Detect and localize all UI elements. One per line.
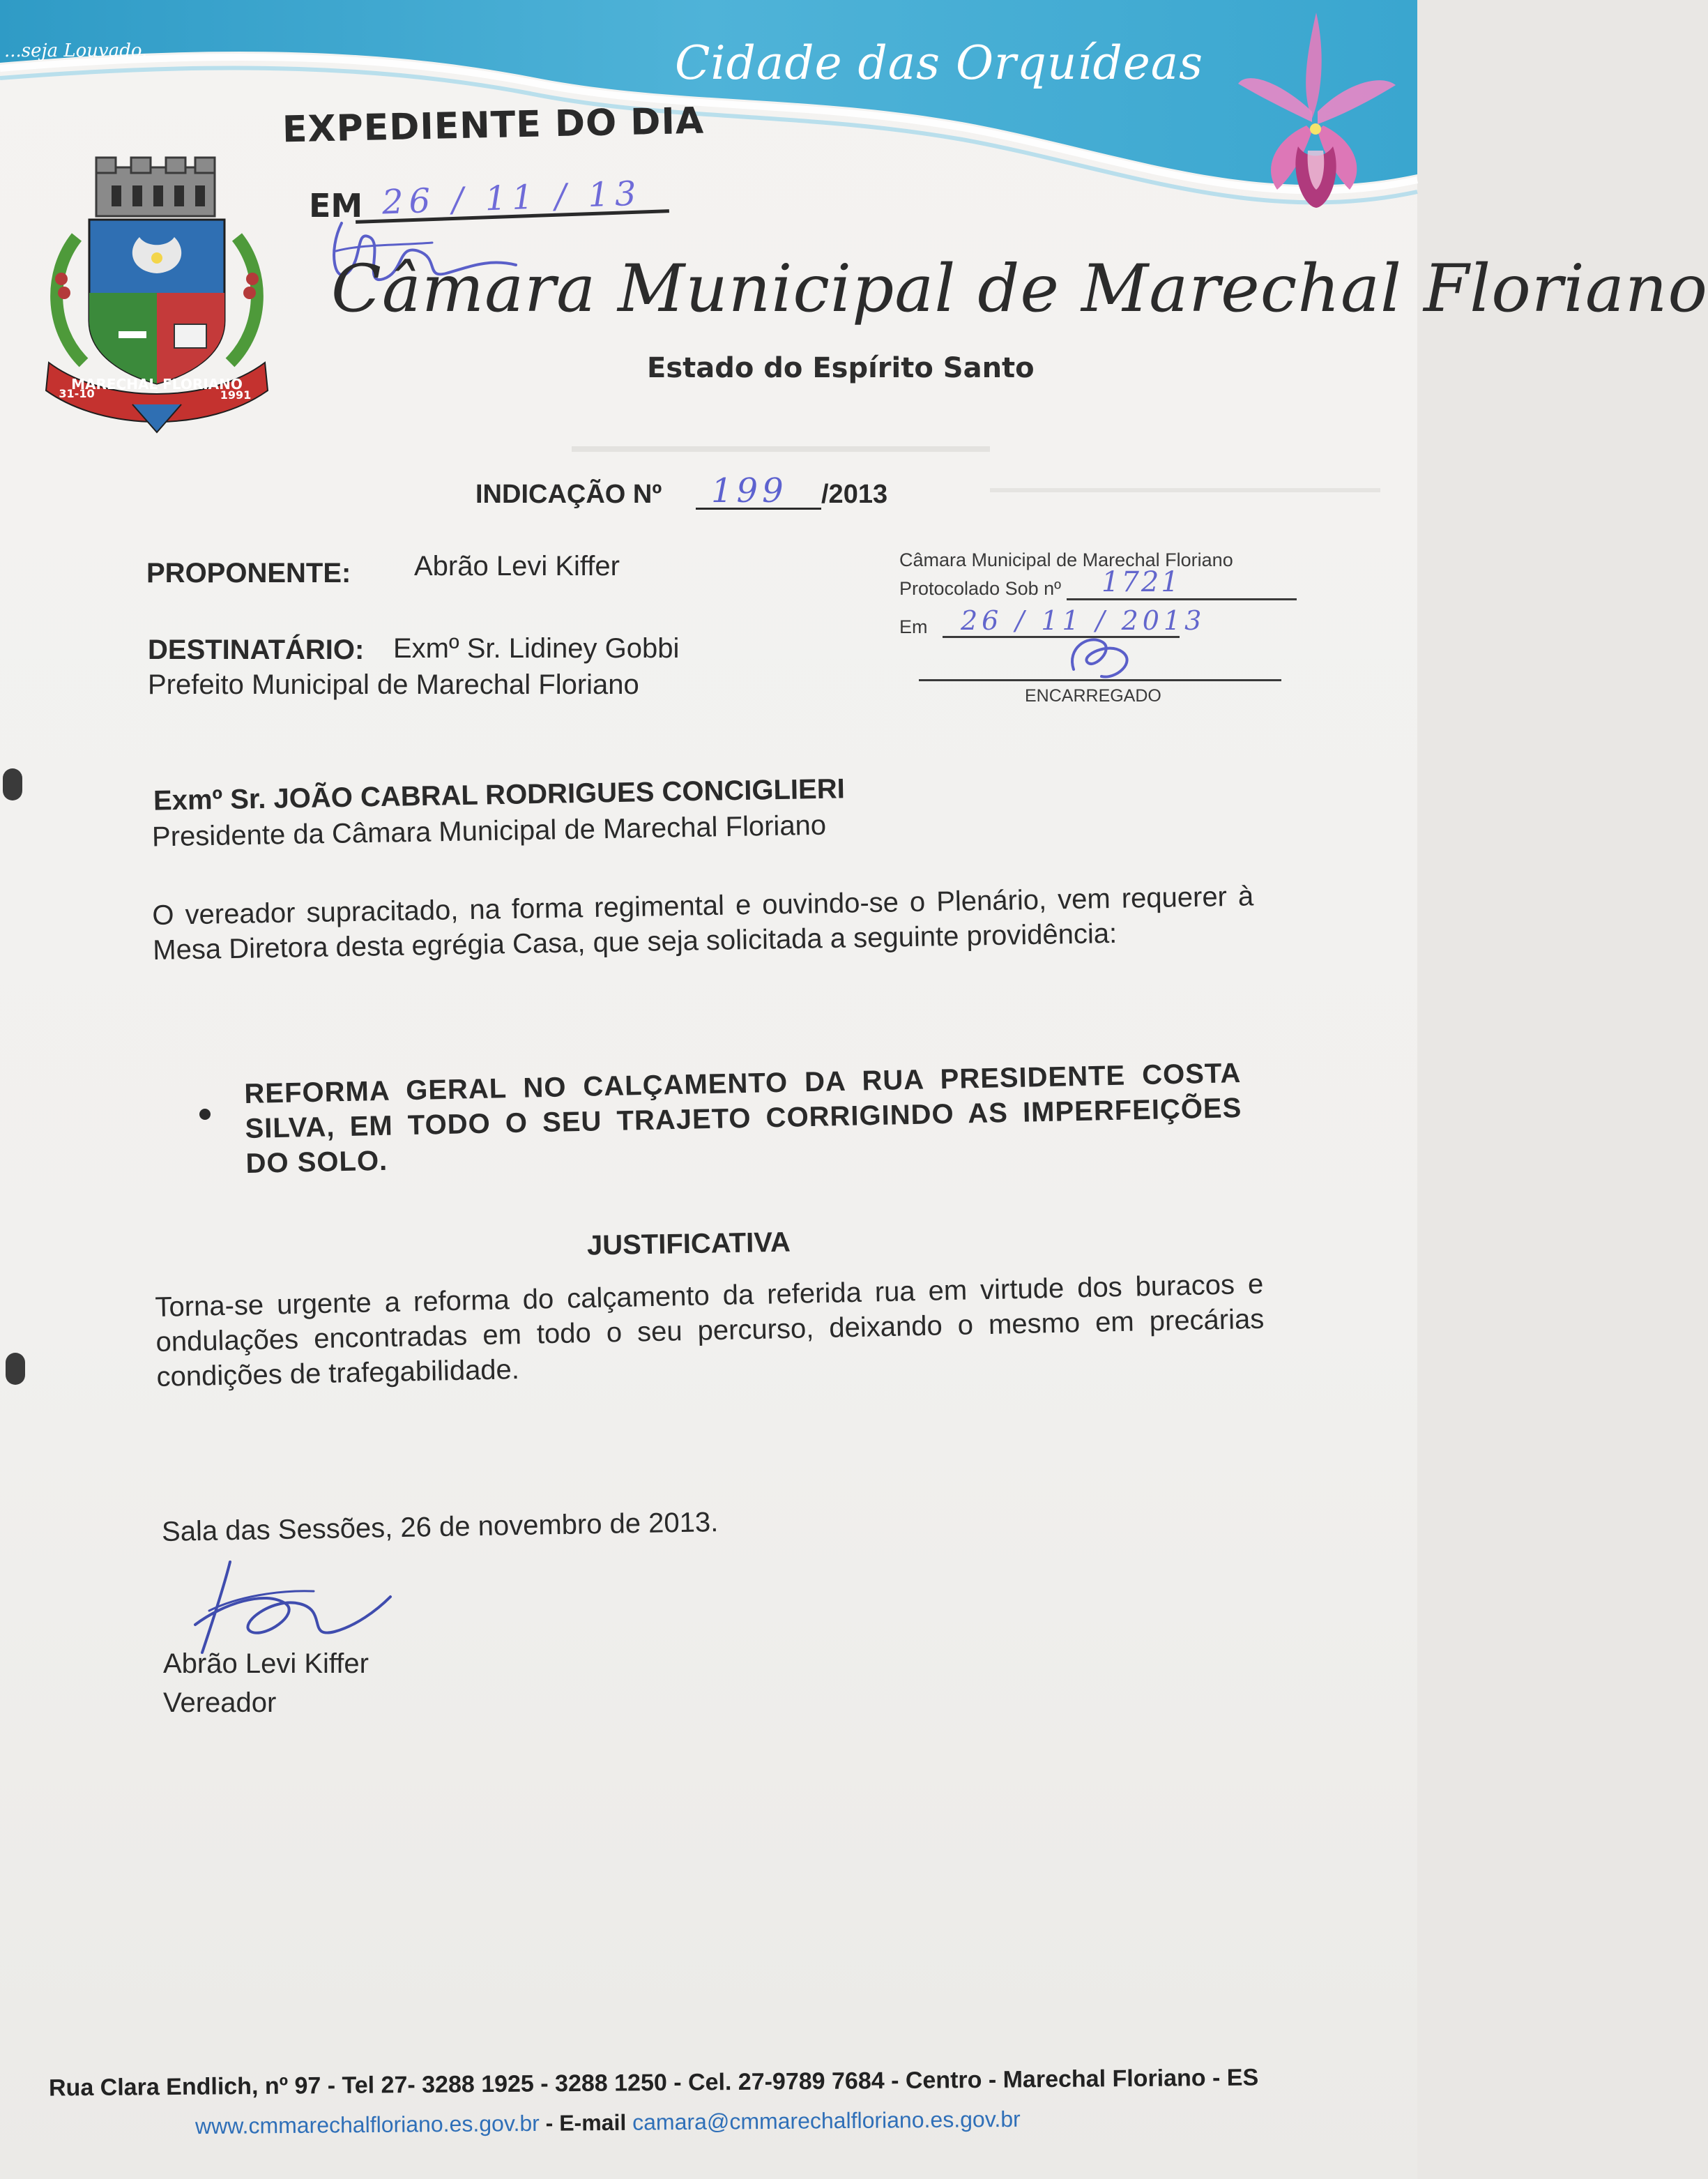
encarregado-label: ENCARREGADO [1025, 686, 1161, 706]
destinatario-label: DESTINATÁRIO: [148, 635, 365, 665]
justificativa-heading: JUSTIFICATIVA [586, 1227, 791, 1261]
institution-title: Câmara Municipal de Marechal Floriano [331, 251, 1708, 327]
destinatario-role: Prefeito Municipal de Marechal Floriano [148, 669, 639, 700]
crest-date-left: 31-10 [59, 387, 95, 400]
crest-ribbon-text: MARECHAL FLORIANO [71, 376, 243, 393]
proponente-value: Abrão Levi Kiffer [414, 551, 620, 582]
indicacao-year: /2013 [821, 480, 888, 509]
email-label: - E-mail [545, 2109, 627, 2136]
state-subtitle: Estado do Espírito Santo [647, 352, 1035, 384]
protocol-number-rule [1067, 598, 1297, 600]
signatory-role: Vereador [163, 1687, 277, 1718]
show-through-mark [572, 446, 990, 452]
show-through-mark [990, 488, 1380, 492]
footer-address: Rua Clara Endlich, nº 97 - Tel 27- 3288 1925 - 3288 1250 - Cel. 27-9789 7684 - Centro - Marechal Floriano - ES [48, 2064, 1259, 2102]
encarregado-rule [919, 679, 1281, 681]
recipient-role: Presidente da Câmara Municipal de Marechal Floriano [151, 810, 827, 853]
footer-contact [195, 2106, 1021, 2139]
requested-action: REFORMA GERAL NO CALÇAMENTO DA RUA PRESIDENTE COSTA SILVA, EM TODO O SEU TRAJETO CORRIGINDO AS IMPERFEIÇÕES DO SOLO. [244, 1058, 1242, 1179]
orchid-icon [1234, 7, 1401, 209]
expediente-em-label: EM [309, 187, 363, 225]
municipal-crest-icon [35, 153, 279, 439]
punch-hole [3, 768, 22, 800]
proponente-label: PROPONENTE: [146, 558, 351, 589]
crest-date-right: 1991 [220, 388, 252, 402]
indicacao-number: 199 [711, 471, 788, 510]
place-and-date: Sala das Sessões, 26 de novembro de 2013. [161, 1507, 719, 1547]
email-link[interactable]: camara@cmmarechalfloriano.es.gov.br [632, 2106, 1021, 2135]
header-motto: ...seja Louvado. [4, 40, 148, 61]
expediente-handwritten-date: 26 / 11 / 13 [381, 174, 643, 222]
protocol-date-label: Em [899, 616, 928, 637]
protocol-stamp-institution: Câmara Municipal de Marechal Floriano [899, 549, 1233, 570]
signatory-name: Abrão Levi Kiffer [163, 1648, 369, 1679]
bullet-marker [199, 1109, 211, 1120]
protocol-number: 1721 [1101, 566, 1181, 598]
protocol-stamp-label: Protocolado Sob nº [899, 578, 1062, 599]
header-city-slogan: Cidade das Orquídeas [675, 36, 1203, 90]
request-paragraph: O vereador supracitado, na forma regimental e ouvindo-se o Plenário, vem requerer à Mesa Diretora desta egrégia Casa, que seja solicitada a seguinte providência: [152, 881, 1254, 966]
protocol-date: 26 / 11 / 2013 [961, 605, 1206, 636]
indicacao-label: INDICAÇÃO Nº [475, 480, 662, 509]
recipient-name: Exmº Sr. JOÃO CABRAL RODRIGUES CONCIGLIERI [153, 773, 846, 817]
expediente-stamp-title: EXPEDIENTE DO DIA [282, 100, 705, 151]
website-link[interactable]: www.cmmarechalfloriano.es.gov.br [195, 2110, 540, 2139]
punch-hole [6, 1353, 25, 1385]
destinatario-value: Exmº Sr. Lidiney Gobbi [393, 633, 680, 664]
justificativa-paragraph: Torna-se urgente a reforma do calçamento da referida rua em virtude dos buracos e ondulações encontradas em todo o seu percurso, deixando o mesmo em precárias condições de trafegabilidade. [155, 1268, 1265, 1392]
